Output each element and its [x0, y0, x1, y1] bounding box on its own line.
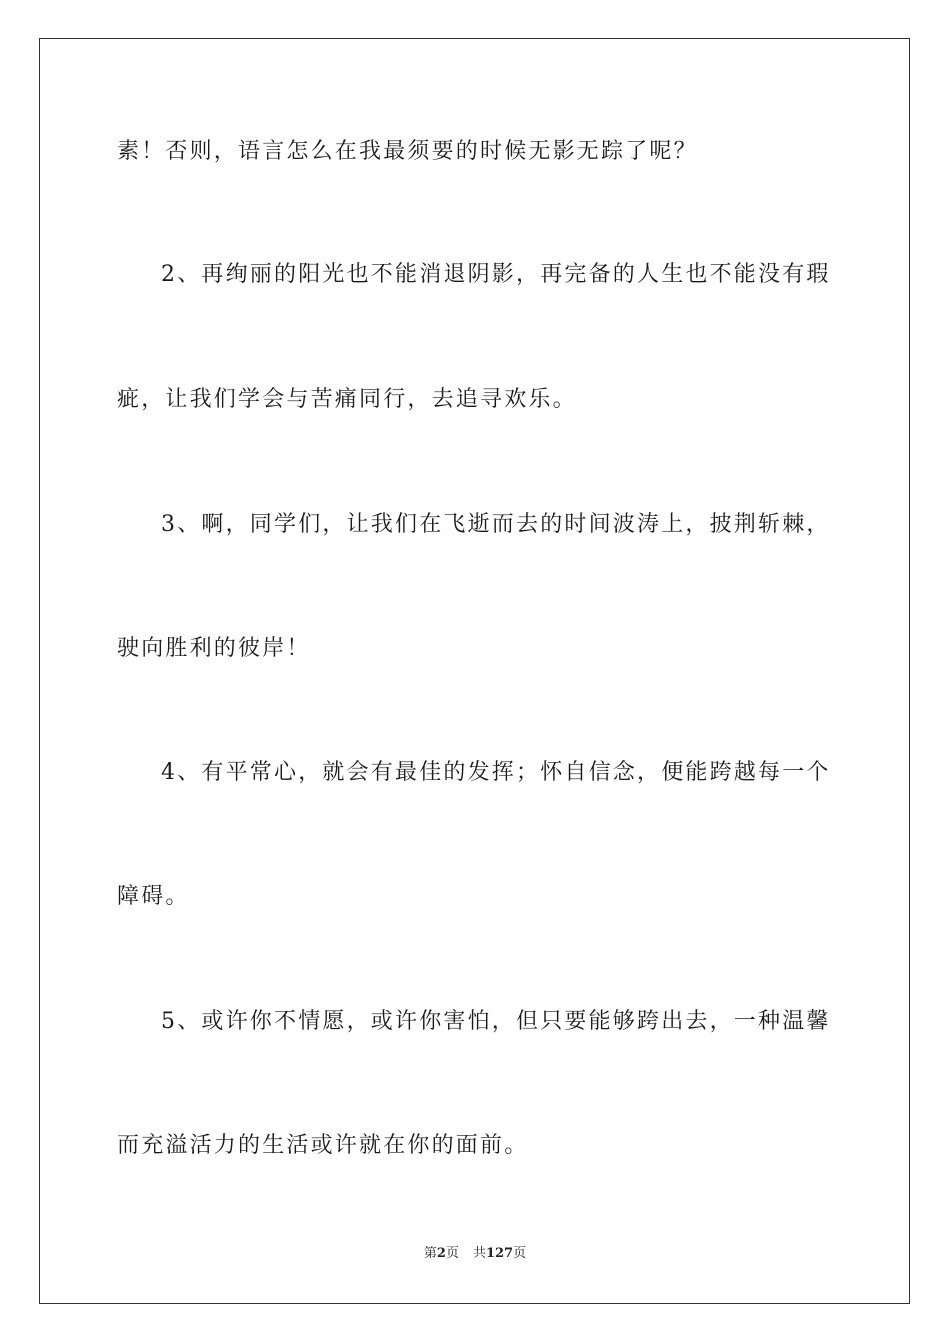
- item-4-line-2: 障碍。: [117, 884, 190, 909]
- page-suffix: 页: [445, 1246, 459, 1261]
- item-3-line-1: 3、啊，同学们，让我们在飞逝而去的时间波涛上，披荆斩棘，: [161, 512, 831, 537]
- total-suffix: 页: [513, 1246, 527, 1261]
- item-3-line-2: 驶向胜利的彼岸！: [117, 636, 311, 661]
- page-footer: [0, 1245, 950, 1263]
- item-2-line-2: 疵，让我们学会与苦痛同行，去追寻欢乐。: [117, 387, 577, 412]
- page-prefix: 第: [423, 1246, 437, 1261]
- text-line-1: 素！否则，语言怎么在我最须要的时候无影无踪了呢？: [117, 139, 698, 164]
- item-5-line-2: 而充溢活力的生活或许就在你的面前。: [117, 1133, 529, 1158]
- page-frame: [39, 38, 910, 1304]
- item-5-line-1: 5、或许你不情愿，或许你害怕，但只要能够跨出去，一种温馨: [161, 1009, 831, 1034]
- item-2-line-1: 2、再绚丽的阳光也不能消退阴影，再完备的人生也不能没有瑕: [161, 262, 831, 287]
- total-pages: 127: [485, 1246, 514, 1261]
- total-prefix: 共: [472, 1246, 486, 1261]
- item-4-line-1: 4、有平常心，就会有最佳的发挥；怀自信念，便能跨越每一个: [161, 760, 831, 785]
- page-number: 2: [436, 1246, 446, 1261]
